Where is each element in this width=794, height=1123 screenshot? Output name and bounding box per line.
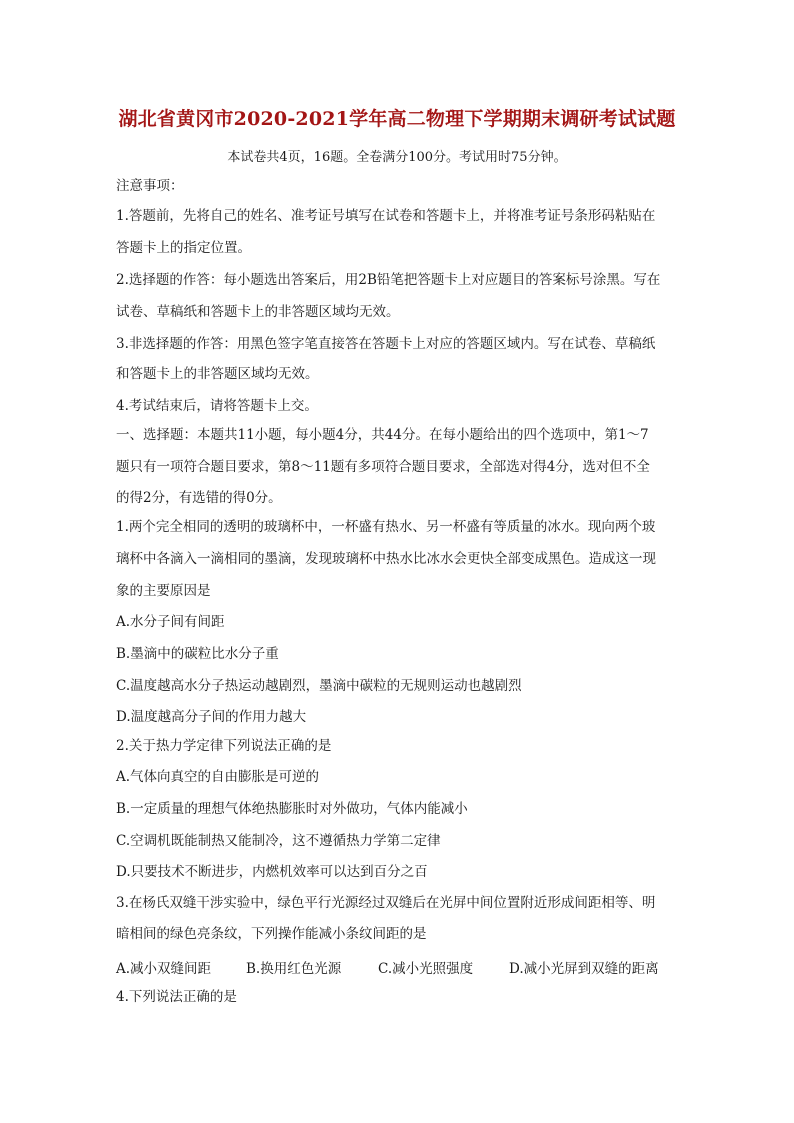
q2-option-d: D.只要技术不断进步，内燃机效率可以达到百分之百 — [116, 864, 428, 880]
notice-1-line-2: 答题卡上的指定位置。 — [116, 240, 251, 256]
notice-1-line-1: 1.答题前，先将自己的姓名、准考证号填写在试卷和答题卡上，并将准考证号条形码粘贴在 — [116, 208, 656, 224]
q1-option-d: D.温度越高分子间的作用力越大 — [116, 709, 307, 725]
q1-option-a: A.水分子间有间距 — [116, 614, 225, 630]
q1-stem-line-3: 象的主要原因是 — [116, 583, 211, 599]
q4-stem: 4.下列说法正确的是 — [116, 989, 237, 1005]
q3-option-a: A.减小双缝间距 — [116, 961, 212, 977]
section1-line-1: 一、选择题：本题共11小题，每小题4分，共44分。在每小题给出的四个选项中，第1～7 — [116, 427, 649, 443]
q2-option-c: C.空调机既能制热又能制冷，这不遵循热力学第二定律 — [116, 833, 441, 849]
q3-option-b: B.换用红色光源 — [246, 961, 342, 977]
q3-option-c: C.减小光照强度 — [378, 961, 474, 977]
q3-stem-line-2: 暗相间的绿色亮条纹，下列操作能减小条纹间距的是 — [116, 926, 427, 942]
notice-3-line-1: 3.非选择题的作答：用黑色签字笔直接答在答题卡上对应的答题区域内。写在试卷、草稿纸 — [116, 336, 656, 352]
notice-heading: 注意事项： — [116, 178, 184, 194]
q1-stem-line-1: 1.两个完全相同的透明的玻璃杯中，一杯盛有热水、另一杯盛有等质量的冰水。现向两个玻 — [116, 519, 656, 535]
q1-stem-line-2: 璃杯中各滴入一滴相同的墨滴，发现玻璃杯中热水比冰水会更快全部变成黑色。造成这一现 — [116, 551, 656, 567]
q3-option-d: D.减小光屏到双缝的距离 — [509, 961, 659, 977]
notice-2-line-1: 2.选择题的作答：每小题选出答案后，用2B铅笔把答题卡上对应题目的答案标号涂黑。写在 — [116, 272, 661, 288]
notice-4-line-1: 4.考试结束后，请将答题卡上交。 — [116, 398, 318, 414]
notice-2-line-2: 试卷、草稿纸和答题卡上的非答题区域均无效。 — [116, 304, 400, 320]
section1-line-3: 的得2分，有选错的得0分。 — [116, 490, 282, 506]
q2-option-b: B.一定质量的理想气体绝热膨胀时对外做功，气体内能减小 — [116, 801, 468, 817]
notice-3-line-2: 和答题卡上的非答题区域均无效。 — [116, 366, 319, 382]
exam-subtitle: 本试卷共4页，16题。全卷满分100分。考试用时75分钟。 — [227, 150, 567, 165]
q2-stem: 2.关于热力学定律下列说法正确的是 — [116, 738, 332, 754]
q3-stem-line-1: 3.在杨氏双缝干涉实验中，绿色平行光源经过双缝后在光屏中间位置附近形成间距相等、明 — [116, 895, 656, 911]
section1-line-2: 题只有一项符合题目要求，第8～11题有多项符合题目要求，全部选对得4分，选对但不全 — [116, 459, 650, 475]
q1-option-b: B.墨滴中的碳粒比水分子重 — [116, 646, 279, 662]
q2-option-a: A.气体向真空的自由膨胀是可逆的 — [116, 769, 320, 785]
q1-option-c: C.温度越高水分子热运动越剧烈，墨滴中碳粒的无规则运动也越剧烈 — [116, 678, 522, 694]
exam-title: 湖北省黄冈市2020-2021学年高二物理下学期期末调研考试试题 — [118, 108, 676, 130]
